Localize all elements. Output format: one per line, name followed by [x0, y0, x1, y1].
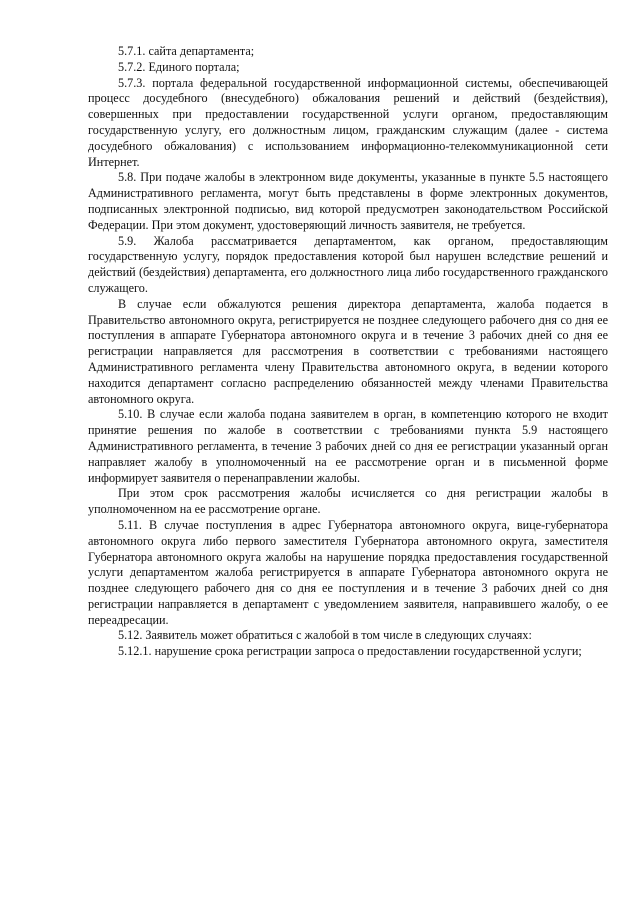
paragraph-5-11: 5.11. В случае поступления в адрес Губернатора автономного округа, вице-губернатора автономного округа либо первого заместителя Губернатора автономного округа, заместителя Губернатора автономного округа жалобы на нарушение порядка предоставления государственной услуги департаментом жалоба регистрируется в аппарате Губернатора автономного округа не позднее следующего рабочего дня со дня ее поступления и в течение 3 рабочих дней со дня регистрации направляется в департамент с уведомлением заявителя, направившего жалобу, о ее переадресации. — [88, 517, 608, 627]
document-body — [88, 44, 608, 660]
paragraph-5-12-1: 5.12.1. нарушение срока регистрации запроса о предоставлении государственной услуги; — [118, 644, 582, 659]
paragraph-5-9: 5.9. Жалоба рассматривается департаментом, как органом, предоставляющим государственную услугу, порядок предоставления которой был нарушен вследствие решений и действий (бездействия) департамента, его должностного лица либо государственного гражданского служащего. — [88, 233, 608, 295]
paragraph-5-10-term: При этом срок рассмотрения жалобы исчисляется со дня регистрации жалобы в уполномоченном на ее рассмотрение органе. — [88, 486, 608, 517]
paragraph-5-7-1: 5.7.1. сайта департамента; — [118, 44, 255, 58]
paragraph-5-10: 5.10. В случае если жалоба подана заявителем в орган, в компетенцию которого не входит принятие решения по жалобе в соответствии с требованиями пункта 5.9 настоящего Административного регламента, в течение 3 рабочих дней со дня ее регистрации указанный орган направляет жалобу в уполномоченный на ее рассмотрение орган и в письменной форме информирует заявителя о перенаправлении жалобы. — [88, 407, 608, 485]
paragraph-5-7-2: 5.7.2. Единого портала; — [118, 59, 240, 74]
paragraph-5-12: 5.12. Заявитель может обратиться с жалобой в том числе в следующих случаях: — [118, 628, 532, 643]
paragraph-5-9-director-appeal: В случае если обжалуются решения директора департамента, жалоба подается в Правительство автономного округа, регистрируется не позднее следующего рабочего дня со дня ее поступления в аппарате Губернатора автономного округа и в течение 3 рабочих дней со дня ее регистрации направляется для рассмотрения в соответствии с требованиями настоящего Административного регламента члену Правительства автономного округа, в ведении которого находится департамент согласно распределению обязанностей между членами Правительства автономного округа. — [88, 296, 608, 406]
paragraph-5-8: 5.8. При подаче жалобы в электронном виде документы, указанные в пункте 5.5 настоящего Административного регламента, могут быть представлены в форме электронных документов, подписанных электронной подписью, вид которой предусмотрен законодательством Российской Федерации. При этом документ, удостоверяющий личность заявителя, не требуется. — [88, 170, 608, 232]
paragraph-5-7-3: 5.7.3. портала федеральной государственной информационной системы, обеспечивающей процесс досудебного (внесудебного) обжалования решений и действий (бездействия), совершенных при предоставлении государственной услуги органом, предоставляющим государственную услугу, его должностным лицом, гражданским служащим (далее - система досудебного обжалования) с использованием информационно-телекоммуникационной сети Интернет. — [88, 75, 608, 169]
